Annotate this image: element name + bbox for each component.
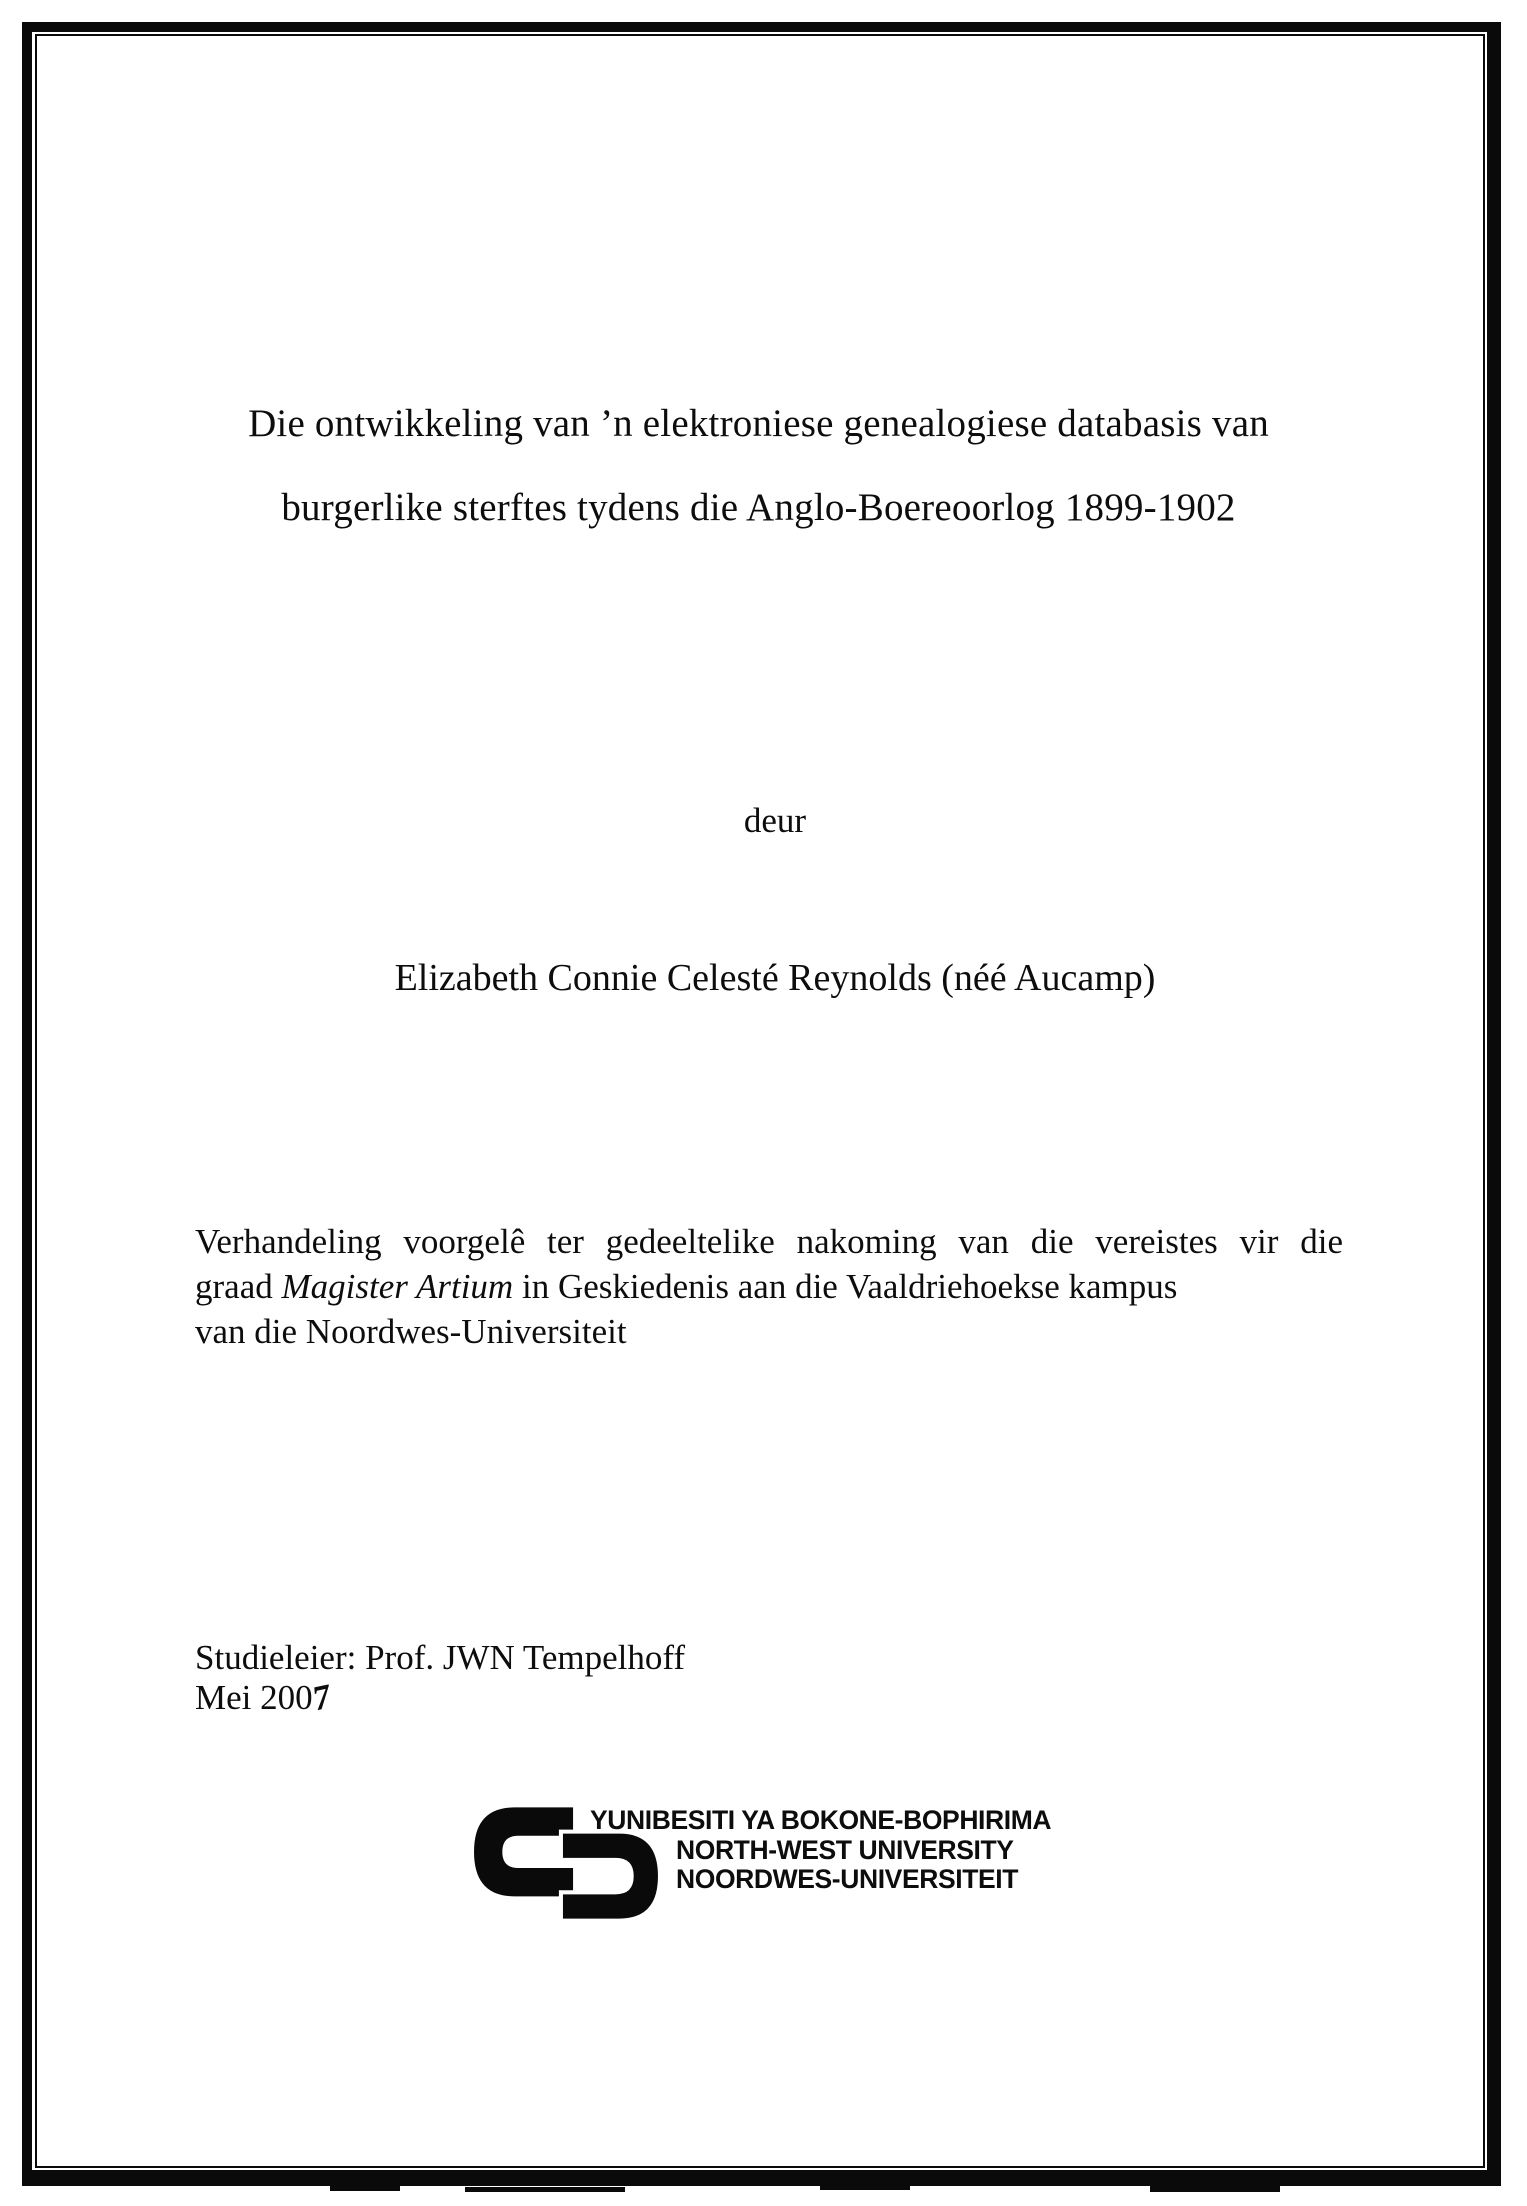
university-name-block: [590, 1806, 1051, 1895]
submission-line-2-post: in Geskiedenis aan die Vaaldriehoekse kampus: [513, 1267, 1178, 1306]
title-line-2: burgerlike sterftes tydens die Anglo-Boereoorlog 1899-1902: [281, 486, 1236, 529]
scan-speck: [330, 2186, 400, 2191]
author-name: Elizabeth Connie Celesté Reynolds (néé Aucamp): [394, 957, 1156, 999]
submission-line-2-pre: graad: [195, 1267, 282, 1306]
university-name-english: NORTH-WEST UNIVERSITY: [676, 1834, 1014, 1865]
nwu-logo-left-link: [474, 1807, 573, 1896]
scan-speck: [465, 2187, 625, 2192]
submission-line-3: van die Noordwes-Universiteit: [195, 1312, 627, 1351]
date-line: [195, 1678, 1343, 1718]
document-title: [130, 382, 1387, 550]
supervisor-block: [195, 1638, 1343, 1718]
university-name-afrikaans: NOORDWES-UNIVERSITEIT: [676, 1864, 1019, 1895]
title-line-1: Die ontwikkeling van ’n elektroniese genealogiese databasis van: [248, 402, 1269, 445]
byline-preposition: deur: [743, 801, 807, 840]
submission-line-2: [195, 1264, 1343, 1309]
submission-statement: [195, 1219, 1343, 1354]
supervisor-line: Studieleier: Prof. JWN Tempelhoff: [195, 1638, 686, 1677]
submission-line-1: Verhandeling voorgelê ter gedeeltelike nakoming van die vereistes vir die: [195, 1222, 1343, 1261]
scan-speck: [820, 2186, 910, 2190]
date-prefix: Mei 200: [195, 1678, 313, 1717]
scan-speck: [1150, 2186, 1280, 2192]
university-name-setswana: YUNIBESITI YA BOKONE-BOPHIRIMA: [590, 1805, 1052, 1835]
date-last-digit: 7: [311, 1676, 332, 1719]
degree-name-italic: Magister Artium: [281, 1267, 514, 1306]
